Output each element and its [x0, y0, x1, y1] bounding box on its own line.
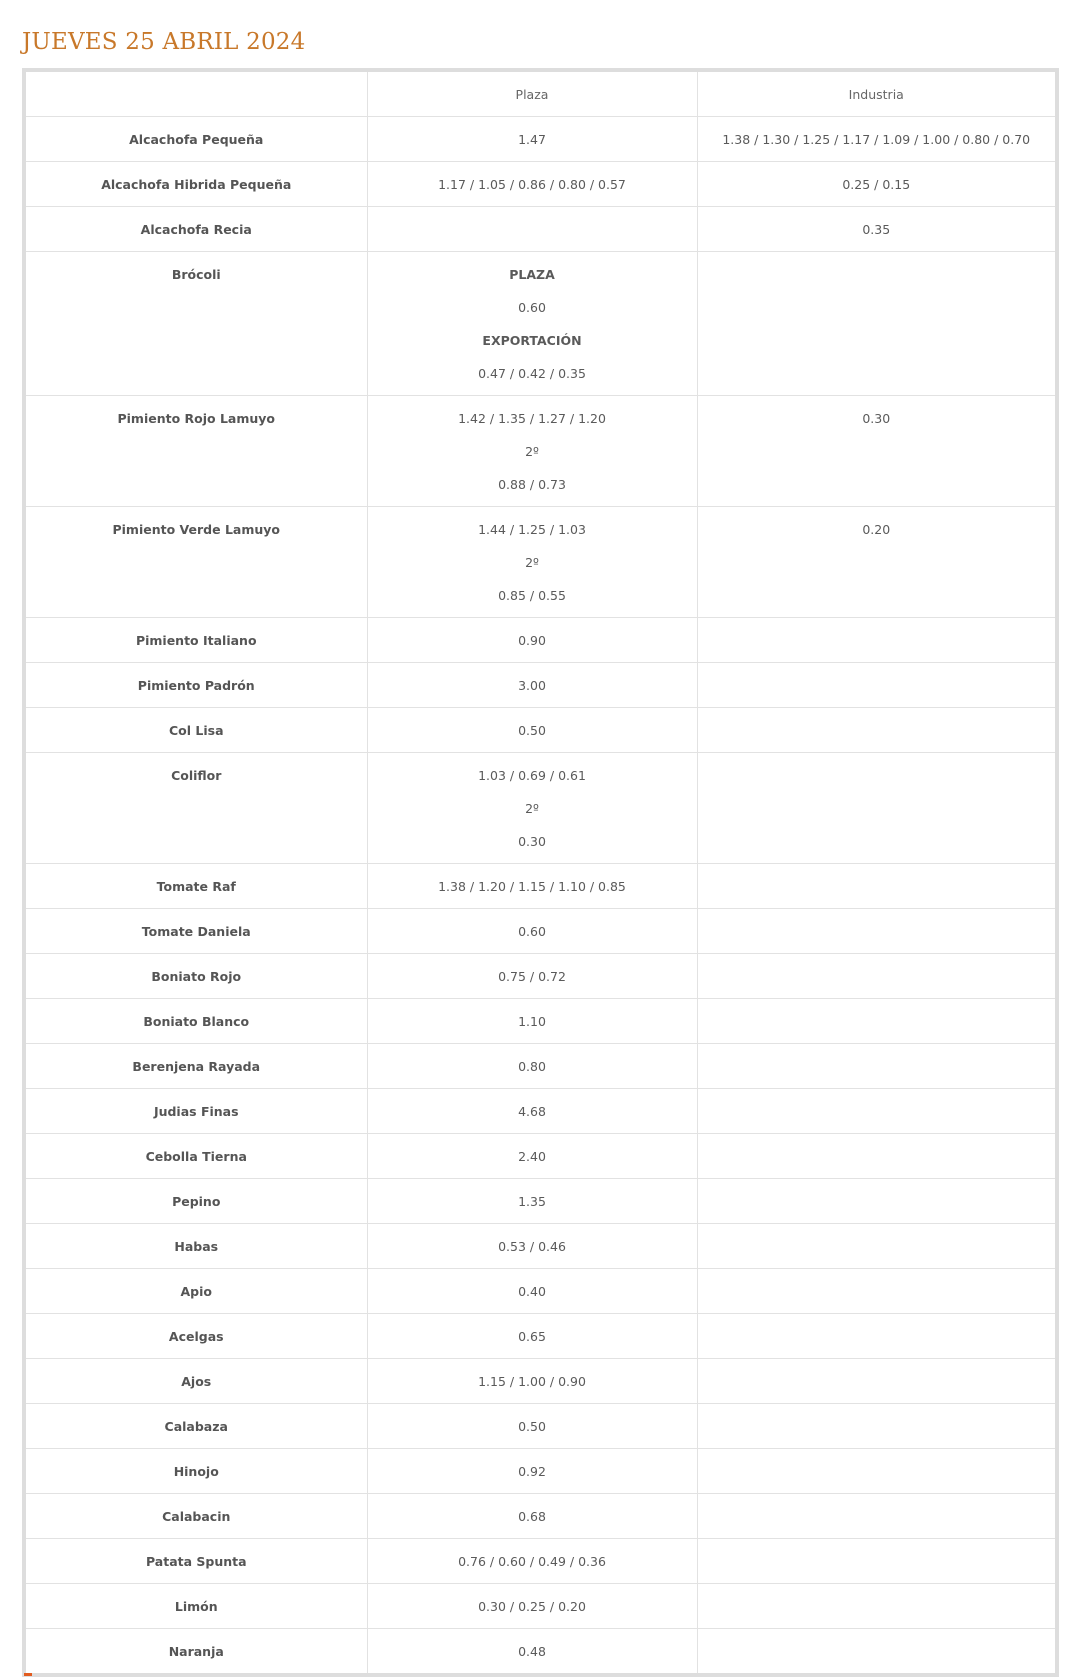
industria-price-cell	[697, 1629, 1055, 1674]
price-value: 0.90	[518, 633, 546, 648]
table-row	[26, 909, 1055, 954]
table-row	[26, 618, 1055, 663]
plaza-price-cell	[367, 207, 697, 252]
product-name: Pimiento Padrón	[26, 663, 367, 708]
industria-price-cell	[697, 162, 1055, 207]
price-value: 0.35	[862, 222, 891, 237]
table-row	[26, 663, 1055, 708]
price-value: 0.60	[518, 300, 546, 315]
table-row	[26, 252, 1055, 396]
plaza-price-cell	[367, 507, 697, 618]
industria-price-cell	[697, 1494, 1055, 1539]
table-body	[26, 117, 1055, 1674]
table-row	[26, 753, 1055, 864]
price-value: 0.40	[518, 1284, 546, 1299]
industria-price-cell	[697, 999, 1055, 1044]
plaza-price-cell	[367, 864, 697, 909]
price-value: 0.50	[518, 1419, 546, 1434]
price-value: 0.30 / 0.25 / 0.20	[478, 1599, 586, 1614]
product-name: Hinojo	[26, 1449, 367, 1494]
price-value: 0.76 / 0.60 / 0.49 / 0.36	[458, 1554, 606, 1569]
plaza-price-cell	[367, 663, 697, 708]
price-value: 0.60	[518, 924, 546, 939]
table-row	[26, 864, 1055, 909]
price-value: 1.15 / 1.00 / 0.90	[478, 1374, 586, 1389]
industria-price-cell	[697, 1134, 1055, 1179]
price-value: 0.25 / 0.15	[842, 177, 911, 192]
price-section-label: EXPORTACIÓN	[482, 333, 582, 348]
product-name: Tomate Daniela	[26, 909, 367, 954]
table-row	[26, 1494, 1055, 1539]
price-value: 1.42 / 1.35 / 1.27 / 1.20	[458, 411, 606, 426]
product-name: Cebolla Tierna	[26, 1134, 367, 1179]
product-name: Pepino	[26, 1179, 367, 1224]
product-name: Calabacin	[26, 1494, 367, 1539]
industria-price-cell	[697, 1044, 1055, 1089]
product-name: Calabaza	[26, 1404, 367, 1449]
plaza-price-cell	[367, 396, 697, 507]
table-row	[26, 954, 1055, 999]
price-value: 1.38 / 1.20 / 1.15 / 1.10 / 0.85	[438, 879, 626, 894]
plaza-price-cell	[367, 1134, 697, 1179]
price-value: 0.75 / 0.72	[498, 969, 566, 984]
industria-price-cell	[697, 1089, 1055, 1134]
product-name: Boniato Blanco	[26, 999, 367, 1044]
price-value: 0.47 / 0.42 / 0.35	[478, 366, 586, 381]
price-value: 1.38 / 1.30 / 1.25 / 1.17 / 1.09 / 1.00 / 0.80 / 0.70	[722, 132, 1031, 147]
product-name: Tomate Raf	[26, 864, 367, 909]
product-name: Ajos	[26, 1359, 367, 1404]
footer-accent-mark	[24, 1673, 32, 1676]
table-row	[26, 1404, 1055, 1449]
plaza-price-cell	[367, 1449, 697, 1494]
table-row	[26, 162, 1055, 207]
plaza-price-cell	[367, 162, 697, 207]
plaza-price-cell	[367, 708, 697, 753]
industria-price-cell	[697, 1404, 1055, 1449]
price-value: 0.20	[862, 522, 891, 537]
price-value: 1.44 / 1.25 / 1.03	[478, 522, 586, 537]
price-value: 0.88 / 0.73	[498, 477, 566, 492]
product-name: Alcachofa Pequeña	[26, 117, 367, 162]
price-table	[26, 72, 1055, 1673]
price-value: 1.35	[518, 1194, 546, 1209]
product-name: Patata Spunta	[26, 1539, 367, 1584]
table-row	[26, 1359, 1055, 1404]
price-value: 0.80	[518, 1059, 546, 1074]
price-value: 0.65	[518, 1329, 546, 1344]
table-row	[26, 207, 1055, 252]
table-row	[26, 1224, 1055, 1269]
price-value: 0.48	[518, 1644, 546, 1659]
table-row	[26, 708, 1055, 753]
price-table-container	[22, 68, 1059, 1677]
header-industria: Industria	[697, 72, 1055, 117]
table-row	[26, 507, 1055, 618]
price-value: 0.68	[518, 1509, 546, 1524]
product-name: Brócoli	[26, 252, 367, 396]
product-name: Pimiento Rojo Lamuyo	[26, 396, 367, 507]
plaza-price-cell	[367, 954, 697, 999]
page-title: JUEVES 25 ABRIL 2024	[22, 29, 306, 55]
price-value: 0.85 / 0.55	[498, 588, 566, 603]
price-section-label: PLAZA	[509, 267, 555, 282]
industria-price-cell	[697, 1539, 1055, 1584]
table-row	[26, 1134, 1055, 1179]
table-row	[26, 1449, 1055, 1494]
price-value: 0.30	[518, 834, 546, 849]
plaza-price-cell	[367, 117, 697, 162]
plaza-price-cell	[367, 1629, 697, 1674]
table-row	[26, 1314, 1055, 1359]
plaza-price-cell	[367, 1359, 697, 1404]
plaza-price-cell	[367, 1314, 697, 1359]
industria-price-cell	[697, 663, 1055, 708]
industria-price-cell	[697, 396, 1055, 507]
price-value: 2º	[525, 555, 539, 570]
price-value: 0.30	[862, 411, 891, 426]
industria-price-cell	[697, 252, 1055, 396]
price-value: 1.03 / 0.69 / 0.61	[478, 768, 586, 783]
price-value: 0.50	[518, 723, 546, 738]
product-name: Coliflor	[26, 753, 367, 864]
plaza-price-cell	[367, 1539, 697, 1584]
product-name: Apio	[26, 1269, 367, 1314]
industria-price-cell	[697, 1179, 1055, 1224]
plaza-price-cell	[367, 1044, 697, 1089]
plaza-price-cell	[367, 999, 697, 1044]
plaza-price-cell	[367, 1224, 697, 1269]
product-name: Boniato Rojo	[26, 954, 367, 999]
price-value: 3.00	[518, 678, 546, 693]
price-value: 1.10	[518, 1014, 546, 1029]
plaza-price-cell	[367, 1404, 697, 1449]
price-value: 0.53 / 0.46	[498, 1239, 566, 1254]
industria-price-cell	[697, 708, 1055, 753]
table-row	[26, 1539, 1055, 1584]
table-header-row	[26, 72, 1055, 117]
industria-price-cell	[697, 1224, 1055, 1269]
industria-price-cell	[697, 207, 1055, 252]
table-row	[26, 396, 1055, 507]
table-row	[26, 1044, 1055, 1089]
industria-price-cell	[697, 1269, 1055, 1314]
product-name: Judias Finas	[26, 1089, 367, 1134]
price-value: 2.40	[518, 1149, 546, 1164]
header-product	[26, 72, 367, 117]
table-row	[26, 1179, 1055, 1224]
plaza-price-cell	[367, 618, 697, 663]
industria-price-cell	[697, 1314, 1055, 1359]
industria-price-cell	[697, 954, 1055, 999]
price-value: 1.17 / 1.05 / 0.86 / 0.80 / 0.57	[438, 177, 626, 192]
table-row	[26, 999, 1055, 1044]
plaza-price-cell	[367, 753, 697, 864]
price-value: 0.92	[518, 1464, 546, 1479]
industria-price-cell	[697, 753, 1055, 864]
industria-price-cell	[697, 1584, 1055, 1629]
table-row	[26, 117, 1055, 162]
industria-price-cell	[697, 507, 1055, 618]
industria-price-cell	[697, 117, 1055, 162]
plaza-price-cell	[367, 1179, 697, 1224]
table-row	[26, 1269, 1055, 1314]
table-row	[26, 1629, 1055, 1674]
industria-price-cell	[697, 618, 1055, 663]
table-row	[26, 1089, 1055, 1134]
plaza-price-cell	[367, 1584, 697, 1629]
product-name: Alcachofa Hibrida Pequeña	[26, 162, 367, 207]
industria-price-cell	[697, 909, 1055, 954]
product-name: Berenjena Rayada	[26, 1044, 367, 1089]
plaza-price-cell	[367, 1269, 697, 1314]
plaza-price-cell	[367, 1089, 697, 1134]
product-name: Alcachofa Recia	[26, 207, 367, 252]
industria-price-cell	[697, 1449, 1055, 1494]
product-name: Pimiento Verde Lamuyo	[26, 507, 367, 618]
price-value: 2º	[525, 444, 539, 459]
plaza-price-cell	[367, 909, 697, 954]
plaza-price-cell	[367, 252, 697, 396]
plaza-price-cell	[367, 1494, 697, 1539]
product-name: Limón	[26, 1584, 367, 1629]
header-plaza: Plaza	[367, 72, 697, 117]
product-name: Pimiento Italiano	[26, 618, 367, 663]
product-name: Habas	[26, 1224, 367, 1269]
product-name: Naranja	[26, 1629, 367, 1674]
product-name: Acelgas	[26, 1314, 367, 1359]
price-value: 2º	[525, 801, 539, 816]
table-row	[26, 1584, 1055, 1629]
industria-price-cell	[697, 864, 1055, 909]
industria-price-cell	[697, 1359, 1055, 1404]
price-value: 1.47	[518, 132, 546, 147]
price-value: 4.68	[518, 1104, 546, 1119]
product-name: Col Lisa	[26, 708, 367, 753]
